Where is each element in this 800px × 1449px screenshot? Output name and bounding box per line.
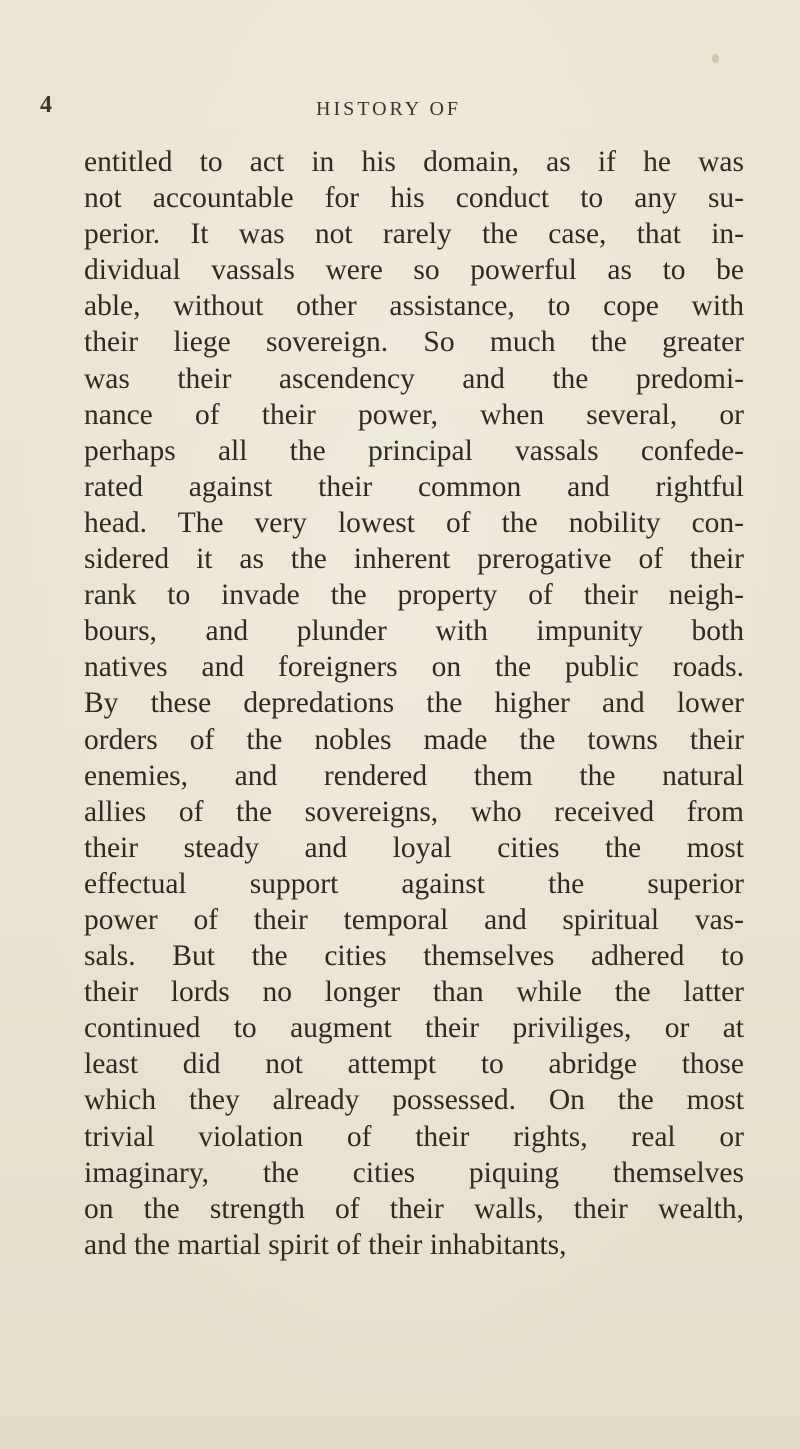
text-line: and the martial spirit of their inhabitants, — [84, 1228, 567, 1261]
running-title: HISTORY OF — [316, 98, 462, 120]
text-line: dividual vassals were so powerful as to be — [84, 254, 744, 287]
text-line: was their ascendency and the predomi- — [84, 362, 744, 395]
text-line: effectual support against the superior — [84, 867, 744, 900]
text-line: natives and foreigners on the public roads. — [84, 651, 744, 684]
text-line: head. The very lowest of the nobility con- — [84, 506, 744, 539]
text-line: orders of the nobles made the towns their — [84, 723, 744, 756]
text-line: power of their temporal and spiritual vas- — [84, 903, 744, 936]
text-line: able, without other assistance, to cope with — [84, 290, 744, 323]
text-line: on the strength of their walls, their wealth, — [84, 1192, 744, 1225]
text-line: entitled to act in his domain, as if he was — [84, 146, 744, 178]
text-line: continued to augment their priviliges, or at — [84, 1012, 744, 1045]
text-line: sals. But the cities themselves adhered to — [84, 940, 744, 973]
page-number: 4 — [40, 92, 52, 118]
text-line: bours, and plunder with impunity both — [84, 615, 744, 648]
text-line: rated against their common and rightful — [84, 470, 744, 503]
text-line: nance of their power, when several, or — [84, 398, 744, 431]
text-line: least did not attempt to abridge those — [84, 1048, 744, 1081]
text-line: not accountable for his conduct to any su- — [84, 182, 744, 215]
text-line: perior. It was not rarely the case, that in- — [84, 218, 744, 251]
running-head — [0, 92, 800, 122]
text-line: sidered it as the inherent prerogative of their — [84, 543, 744, 576]
text-line: which they already possessed. On the most — [84, 1084, 744, 1117]
text-line: enemies, and rendered them the natural — [84, 759, 744, 792]
text-line: rank to invade the property of their neigh- — [84, 579, 744, 612]
text-line: perhaps all the principal vassals confede- — [84, 434, 744, 467]
text-line: their steady and loyal cities the most — [84, 831, 744, 864]
ink-spot — [712, 54, 719, 63]
text-line: their lords no longer than while the latter — [84, 976, 744, 1009]
text-line: allies of the sovereigns, who received from — [84, 795, 744, 828]
body-text — [84, 144, 744, 1263]
text-line: trivial violation of their rights, real or — [84, 1120, 744, 1153]
text-line: By these depredations the higher and lower — [84, 687, 744, 720]
text-line: their liege sovereign. So much the greater — [84, 326, 744, 359]
text-line: imaginary, the cities piquing themselves — [84, 1156, 744, 1189]
